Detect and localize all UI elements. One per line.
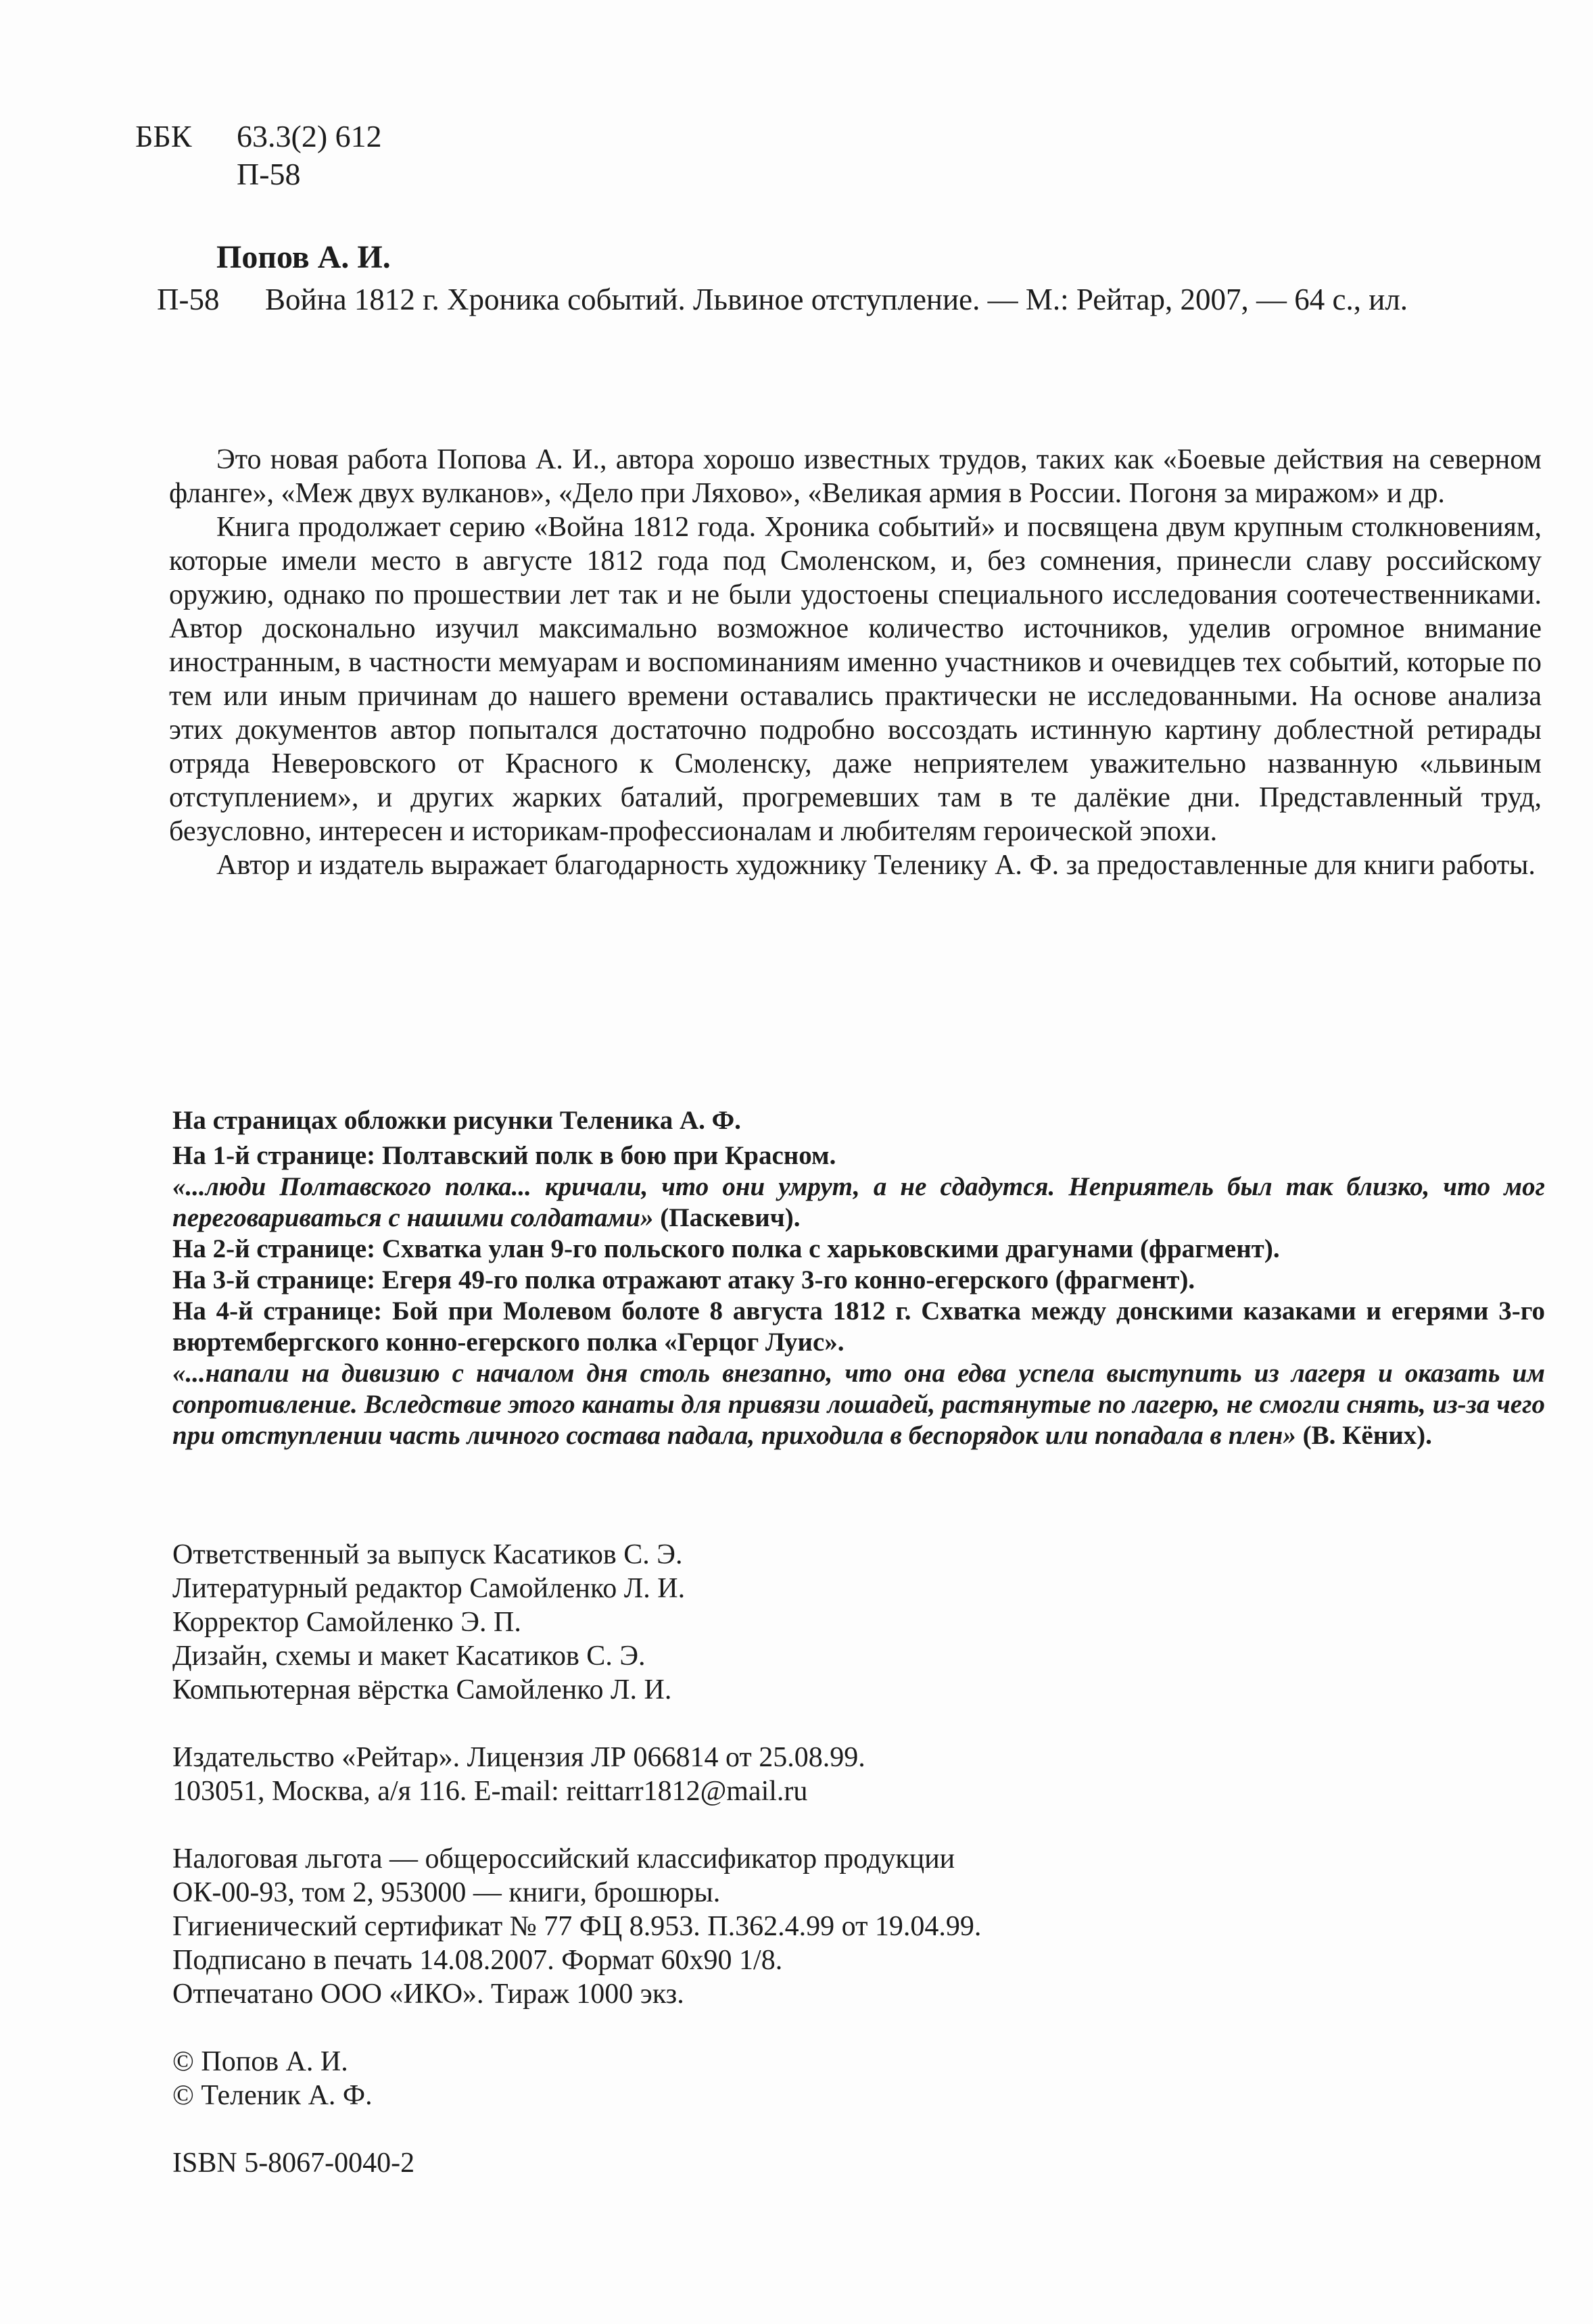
cover-page-4-quote: «...напали на дивизию с началом дня столь внезапно, что она едва успела выступить из лагеря и оказать им сопротивление. Вследствие этого канаты для привязи лошадей, растянутые по лагерю, не смогли снять, из-за чего при отступлении часть личного состава падала, приходила в беспорядок или попадала в плен» [172,1359,1545,1450]
credit-proofreader: Корректор Самойленко Э. П. [172,1607,521,1638]
cover-page-4-caption: На 4-й странице: Бой при Молевом болоте 8 августа 1812 г. Схватка между донскими казаками и егерями 3-го вюртембергского конно-егерского полка «Герцог Луис». [172,1297,1545,1357]
author-sign: П-58 [237,157,301,191]
annotation-paragraph: Это новая работа Попова А. И., автора хорошо известных трудов, таких как «Боевые действия на северном фланге», «Меж двух вулканов», «Дело при Ляхово», «Великая армия в России. Погоня за миражом» и др. [169,444,1542,509]
copyright-author: © Попов А. И. [172,2046,348,2077]
tax-info-line: Налоговая льгота — общероссийский классификатор продукции [172,1843,955,1874]
cover-notes-title: На страницах обложки рисунки Теленика А. Ф. [172,1106,741,1135]
signed-to-print: Подписано в печать 14.08.2007. Формат 60х90 1/8. [172,1945,783,1976]
credit-responsible: Ответственный за выпуск Касатиков С. Э. [172,1539,683,1570]
hygiene-certificate: Гигиенический сертификат № 77 ФЦ 8.953. П.362.4.99 от 19.04.99. [172,1911,982,1942]
bbk-label: ББК [135,119,192,153]
copyright-artist: © Теленик А. Ф. [172,2080,373,2111]
cover-page-1-quote: «...люди Полтавского полка... кричали, что они умрут, а не сдадутся. Неприятель был так близко, что мог переговариваться с нашими солдатами» [172,1172,1545,1232]
bbk-code: 63.3(2) 612 [237,119,382,153]
tax-info-line: ОК-00-93, том 2, 953000 — книги, брошюры. [172,1877,721,1908]
author-name: Попов А. И. [216,239,391,275]
cover-page-2-caption: На 2-й странице: Схватка улан 9-го польского полка с харьковскими драгунами (фрагмент). [172,1234,1280,1263]
cover-page-1-caption [172,1140,1545,1234]
bibliographic-description [157,279,1563,320]
cover-page-3-caption: На 3-й странице: Егеря 49-го полка отражают атаку 3-го конно-егерского (фрагмент). [172,1265,1195,1294]
biblio-text: Война 1812 г. Хроника событий. Львиное отступление. — М.: Рейтар, 2007, — 64 с., ил. [265,283,1408,316]
annotation [169,443,1542,882]
isbn: ISBN 5-8067-0040-2 [172,2148,415,2179]
credit-layout: Компьютерная вёрстка Самойленко Л. И. [172,1674,672,1705]
cover-page-1-title: На 1-й странице: Полтавский полк в бою при Красном. [172,1141,836,1170]
annotation-paragraph: Автор и издатель выражает благодарность художнику Теленику А. Ф. за предоставленные для книги работы. [216,850,1536,881]
credits [172,1538,981,2180]
biblio-code: П-58 [157,283,220,316]
publisher-address: 103051, Москва, а/я 116. E-mail: reittarr1812@mail.ru [172,1776,808,1807]
cover-page-1-quote-source: (Паскевич). [660,1203,801,1232]
bbk-classification [135,116,382,157]
credit-design: Дизайн, схемы и макет Касатиков С. Э. [172,1641,646,1672]
cover-page-4-quote-block [172,1358,1545,1451]
publisher-license: Издательство «Рейтар». Лицензия ЛР 066814 от 25.08.99. [172,1742,865,1773]
printed-by: Отпечатано ООО «ИКО». Тираж 1000 экз. [172,1979,684,2010]
annotation-paragraph: Книга продолжает серию «Война 1812 года. Хроника событий» и посвящена двум крупным столкновениям, которые имели место в августе 1812 года под Смоленском, и, без сомнения, принесли славу российскому оружию, однако по прошествии лет так и не были удостоены специального исследования соотечественниками. Автор досконально изучил максимально возможное количество источников, уделив огромное внимание иностранным, в частности мемуарам и воспоминаниям именно участников и очевидцев тех событий, которые по тем или иным причинам до нашего времени оставались практически не исследованными. На основе анализа этих документов автор попытался достаточно подробно воссоздать истинную картину доблестной ретирады отряда Неверовского от Красного к Смоленску, даже неприятелем уважительно названную «львиным отступлением», и других жарких баталий, прогремевших там в те далёкие дни. Представленный труд, безусловно, интересен и историкам-профессионалам и любителям героической эпохи. [169,512,1542,847]
cover-notes [172,1105,1545,1455]
cover-page-4-quote-source: (В. Кёних). [1302,1421,1432,1450]
credit-literary-editor: Литературный редактор Самойленко Л. И. [172,1573,686,1604]
